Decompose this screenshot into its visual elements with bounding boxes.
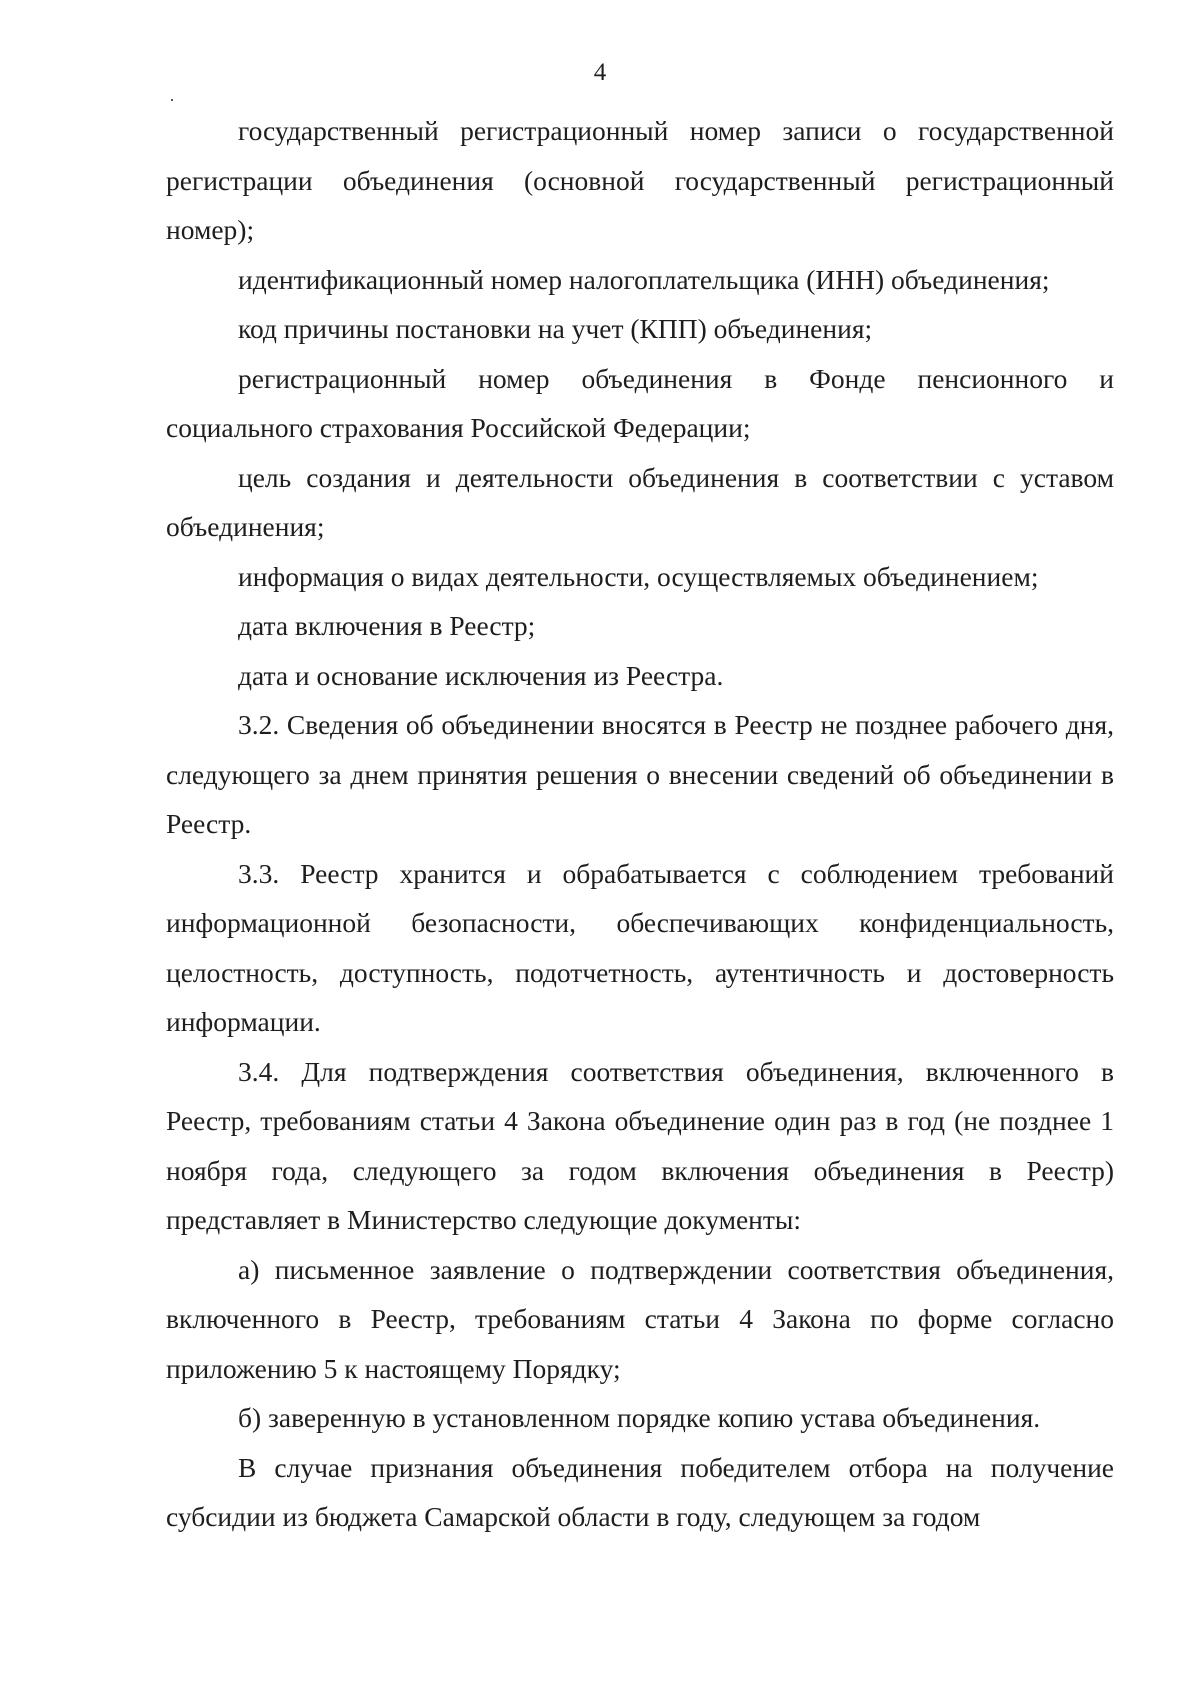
paragraph-activities: информация о видах деятельности, осуществляемых объединением;	[238, 560, 1039, 592]
paragraph-kpp: код причины постановки на учет (КПП) объединения;	[238, 313, 873, 344]
paragraph-3-3: 3.3. Реестр хранится и обрабатывается с соблюдением требований информационной безопасности, обеспечивающих конфиденциальность, целостность, доступность, подотчетность, аутентичность и достоверность информации.	[166, 857, 1114, 1037]
paragraph-pension-fund-number: регистрационный номер объединения в Фонде пенсионного и социального страхования Российской Федерации;	[166, 362, 1114, 443]
page-number: 4	[593, 59, 607, 86]
paragraph-3-4: 3.4. Для подтверждения соответствия объединения, включенного в Реестр, требованиям статьи 4 Закона объединение один раз в год (не позднее 1 ноября года, следующего за годом включения объединения в Реестр) представляет в Министерство следующие документы:	[166, 1055, 1114, 1235]
stray-scan-mark	[171, 99, 173, 101]
paragraph-purpose: цель создания и деятельности объединения в соответствии с уставом объединения;	[166, 461, 1114, 542]
paragraph-registration-number: государственный регистрационный номер записи о государственной регистрации объединения (основной государственный регистрационный номер);	[166, 115, 1114, 245]
paragraph-winner-case: В случае признания объединения победителем отбора на получение субсидии из бюджета Самарской области в году, следующем за годом	[166, 1451, 1114, 1532]
document-body	[166, 106, 1114, 1542]
paragraph-exclusion-date: дата и основание исключения из Реестра.	[238, 659, 724, 691]
paragraph-item-b: б) заверенную в установленном порядке копию устава объединения.	[238, 1402, 1041, 1433]
paragraph-3-2: 3.2. Сведения об объединении вносятся в Реестр не позднее рабочего дня, следующего за днем принятия решения о внесении сведений об объединении в Реестр.	[166, 709, 1114, 839]
paragraph-item-a: а) письменное заявление о подтверждении соответствия объединения, включенного в Реестр, требованиям статьи 4 Закона по форме согласно приложению 5 к настоящему Порядку;	[166, 1253, 1114, 1384]
paragraph-inn: идентификационный номер налогоплательщика (ИНН) объединения;	[238, 263, 1050, 295]
paragraph-inclusion-date: дата включения в Реестр;	[238, 610, 536, 641]
